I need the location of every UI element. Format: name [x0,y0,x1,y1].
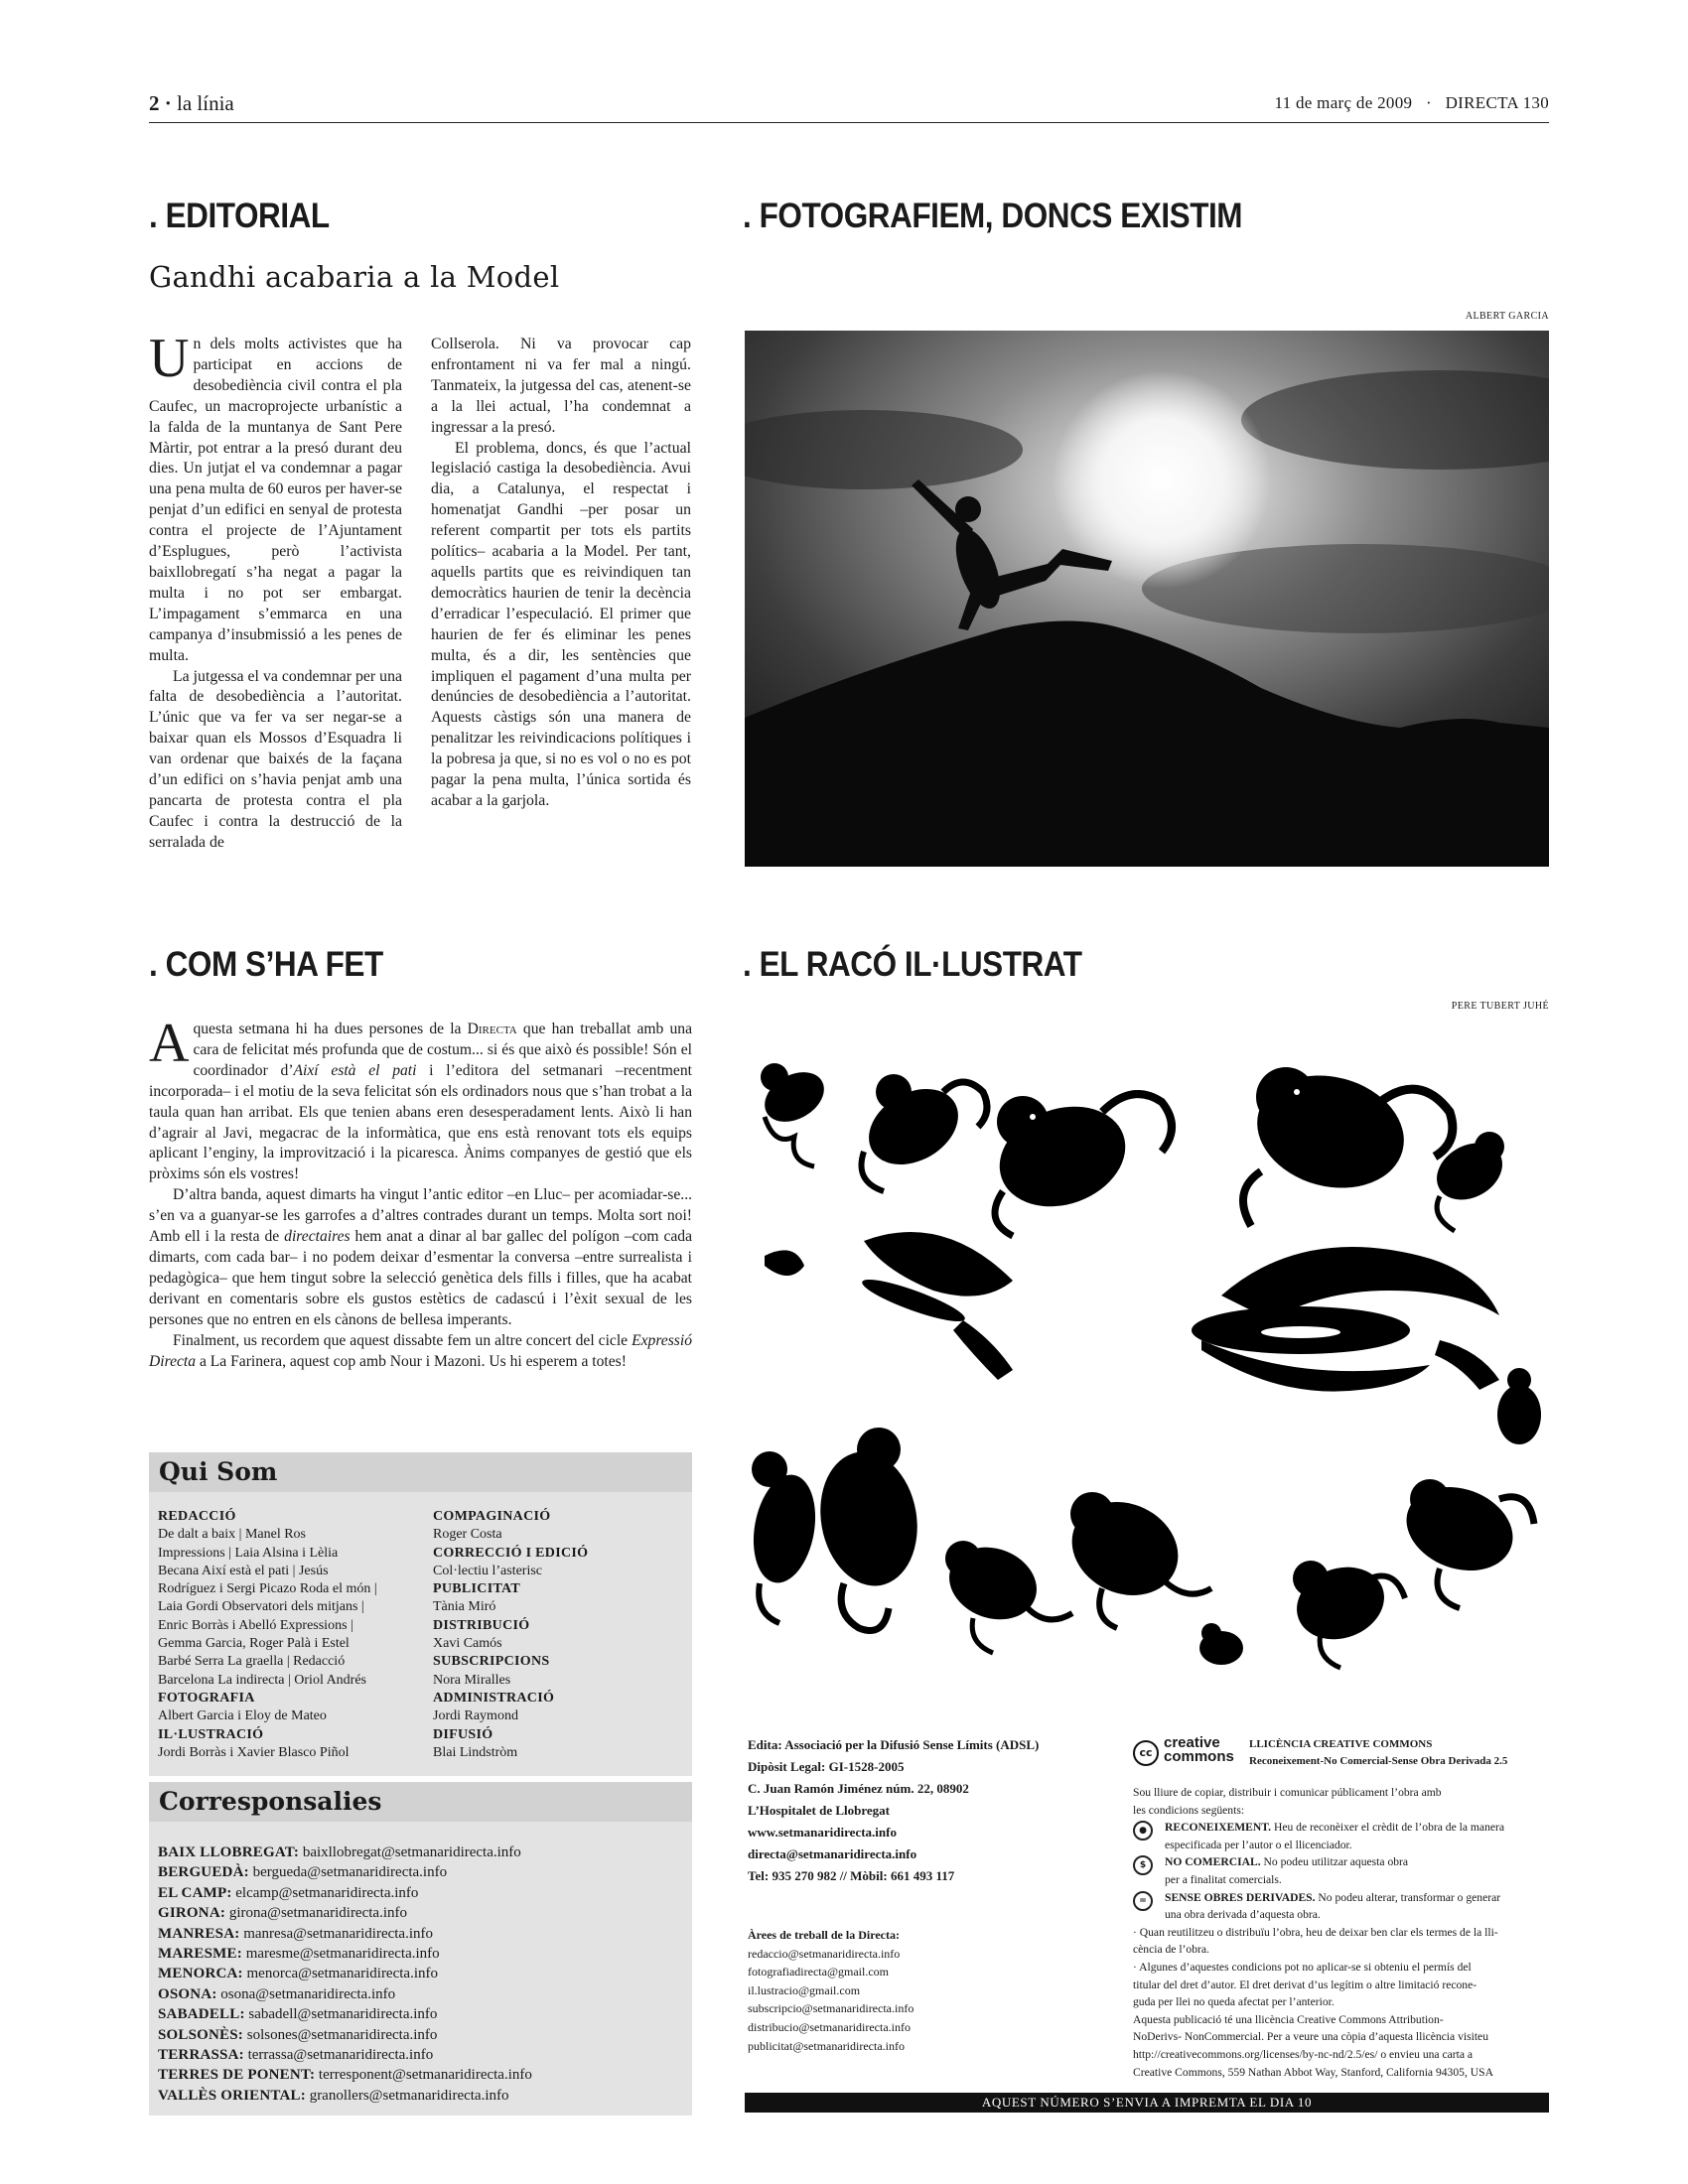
issue-dot: · [1425,93,1432,112]
text-run: Finalment, us recordem que aquest dissabte fem un altre concert del cicle [173,1331,633,1349]
license-note-line: Aquesta publicació té una llicència Creative Commons Attribution- [1133,2012,1444,2026]
condition-text: No podeu utilitzar aquesta obra [1260,1855,1409,1869]
page-header [149,89,1549,123]
staff-names: Nora Miralles [433,1672,511,1688]
staff-role-label: REDACCIÓ [158,1509,236,1524]
license-intro: Sou lliure de copiar, distribuir i comunicar públicament l’obra amb [1133,1786,1442,1799]
corresponsalia-row [158,2045,684,2065]
license-intro: les condicions següents: [1133,1803,1245,1817]
editorial-title: . EDITORIAL [149,197,330,235]
region-email-link[interactable]: granollers@setmanaridirecta.info [309,2087,509,2104]
license-note-line: http://creativecommons.org/licenses/by-nc-nd/2.5/es/ o envieu una carta a [1133,2047,1474,2061]
staff-column-left [158,1508,421,1762]
nc-icon: $ [1133,1855,1153,1875]
region-email-link[interactable]: baixllobregat@setmanaridirecta.info [302,1844,521,1860]
staff-names: Impressions | Laia Alsina i Lèlia [158,1545,339,1561]
region-label: TERRASSA: [158,2047,244,2064]
staff-names: Becana Així està el pati | Jesús [158,1563,329,1578]
staff-role-label: ADMINISTRACIÓ [433,1690,555,1706]
corresponsalia-row [158,2004,684,2024]
staff-names: Jordi Raymond [433,1708,518,1724]
license-subtitle: Reconeixement-No Comercial-Sense Obra Derivada 2.5 [1249,1755,1508,1767]
staff-column-right [433,1508,681,1762]
cc-logo [1133,1734,1234,1772]
staff-role-label: PUBLICITAT [433,1581,521,1597]
illustration-image [745,1023,1549,1683]
condition-text: Heu de reconèixer el crèdit de l’obra de la manera [1271,1821,1505,1835]
staff-names: Laia Gordi Observatori dels mitjans | [158,1599,364,1615]
staff-names: Gemma Garcia, Roger Palà i Estel [158,1636,350,1652]
raco-title: . EL RACÓ IL·LUSTRAT [743,945,1082,984]
page-number: 2 [149,91,160,115]
editorial-dropcap: U [149,328,190,389]
cc-logo-line2: commons [1164,1748,1234,1765]
areas-title: Àrees de treball de la Directa: [748,1928,900,1942]
corresponsalies-title: Corresponsalies [159,1787,382,1816]
editorial-paragraph: Collserola. Ni va provocar cap enfrontament ni va fer mal a ningú. Tanmateix, la jutgessa del cas, atenent-se a la llei actual, l’ha condemnat a ingressar a la presó. [431,336,691,436]
corresponsalia-row [158,1903,684,1923]
staff-role-label: SUBSCRIPCIONS [433,1654,550,1670]
region-label: TERRES DE PONENT: [158,2067,316,2084]
com-sha-fet-title: . COM S’HA FET [149,945,383,984]
staff-names: Jordi Borràs i Xavier Blasco Piñol [158,1744,350,1760]
corresponsalia-row [158,1964,684,1983]
area-email-link[interactable]: redaccio@setmanaridirecta.info [748,1946,901,1961]
region-email-link[interactable]: girona@setmanaridirecta.info [228,1905,407,1922]
qui-som-box [149,1452,692,1776]
region-label: BERGUEDÀ: [158,1864,249,1881]
publisher-line: Dipòsit Legal: GI-1528-2005 [748,1759,905,1774]
condition-text: No podeu alterar, transformar o generar [1315,1890,1501,1904]
directa-name: Directa [467,1021,517,1037]
illustration-credit: PERE TUBERT JUHÉ [1451,1001,1549,1012]
photo-silhouette [745,331,1549,867]
issue-date: 11 de març de 2009 [1274,93,1413,112]
text-run-italic: Expressió Directa [149,1331,692,1370]
region-email-link[interactable]: elcamp@setmanaridirecta.info [235,1884,419,1901]
corresponsalia-row [158,1944,684,1964]
qui-som-title: Qui Som [159,1457,278,1486]
license-note-line: · Quan reutilitzeu o distribuïu l’obra, heu de deixar ben clar els termes de la lli- [1133,1925,1498,1939]
text-run-italic: Així està el pati [293,1061,417,1079]
corresponsalia-row [158,1843,684,1862]
region-label: SABADELL: [158,2006,245,2023]
staff-names: Rodríguez i Sergi Picazo Roda el món | [158,1581,377,1597]
staff-names: Xavi Camós [433,1636,502,1652]
license-note-line: cència de l’obra. [1133,1943,1209,1957]
condition-text: una obra derivada d’aquesta obra. [1165,1908,1321,1922]
corresponsalia-row [158,1984,684,2004]
editorial-paragraph: n dels molts activistes que ha participat en accions de desobediència civil contra el pla Caufec, un macroprojecte urbanístic a la falda de la muntanya de Sant Pere Màrtir, pot entrar a la presó durant deu dies. Un jutjat el va condemnar a pagar una pena multa de 60 euros per haver-se penjat d’un edifici en senyal de protesta contra el projecte de l’Ajuntament d’Esplugues, però l’activista baixllobregatí s’ha negat a pagar la multa i no pot ser embargat. L’impagament s’emmarca en una campanya d’insubmissió a les penes de multa. [149,336,402,664]
license-title: LLICÈNCIA CREATIVE COMMONS [1249,1738,1433,1750]
editorial-column-1 [149,328,402,854]
staff-names: Enric Borràs i Abelló Expressions | [158,1617,353,1633]
text-run-italic: directaires [284,1228,351,1246]
staff-role-label: IL·LUSTRACIÓ [158,1726,264,1742]
publisher-line: Tel: 935 270 982 // Mòbil: 661 493 117 [748,1868,955,1883]
corresponsalia-row [158,2065,684,2085]
condition-label: RECONEIXEMENT. [1165,1821,1272,1835]
license-note-line: NoDerivs- NonCommercial. Per a veure una còpia d’aquesta llicència visiteu [1133,2030,1488,2044]
region-email-link[interactable]: osona@setmanaridirecta.info [220,1985,396,2002]
editorial-column-2 [431,335,691,812]
text-run: D’altra banda, aquest dimarts ha vingut l’antic editor –en Lluc– per acomiadar-se... s’en va a guanyar-se les garrofes a d’altres contrades durant un temps. Molta sort noi! Amb ell i la resta de [149,1186,692,1246]
condition-noncommercial [1133,1853,1550,1888]
condition-text: per a finalitat comercials. [1165,1872,1282,1886]
condition-label: NO COMERCIAL. [1165,1855,1261,1869]
corresponsalia-row [158,1924,684,1944]
publisher-line: directa@setmanaridirecta.info [748,1846,917,1861]
folio-separator: · [164,91,172,115]
region-label: BAIX LLOBREGAT: [158,1844,300,1860]
area-email-link[interactable]: fotografiadirecta@gmail.com [748,1965,889,1979]
region-email-link[interactable]: bergueda@setmanaridirecta.info [252,1864,448,1881]
staff-names: Barbé Serra La graella | Redacció [158,1654,346,1670]
region-email-link[interactable]: maresme@setmanaridirecta.info [245,1946,440,1963]
publisher-line: Edita: Associació per la Difusió Sense Límits (ADSL) [748,1737,1040,1752]
corresponsalia-row [158,1862,684,1882]
staff-names: Blai Lindstròm [433,1744,518,1760]
corresponsalia-row [158,2086,684,2106]
cc-logo-icon: cc [1133,1740,1159,1766]
staff-role-label: COMPAGINACIÓ [433,1509,551,1524]
publisher-line: C. Juan Ramón Jiménez núm. 22, 08902 [748,1781,969,1796]
region-label: MARESME: [158,1946,242,1963]
illustration-fetuses [745,1023,1549,1683]
page-folio [149,91,234,116]
publisher-line: L’Hospitalet de Llobregat [748,1803,891,1818]
by-icon: ● [1133,1821,1153,1841]
license-note-line: · Algunes d’aquestes condicions pot no aplicar-se si obteniu el permís del [1133,1960,1472,1974]
region-label: EL CAMP: [158,1884,232,1901]
editorial-paragraph: La jutgessa el va condemnar per una falta de desobediència a l’autoritat. L’únic que va fer va ser negar-se a baixar quan els Mossos d’Esquadra li van ordenar que baixés de la façana d’un edifici on s’havia penjat amb una pancarta de protesta contra el pla Caufec i contra la destrucció de la serralada de [149,667,402,851]
region-email-link[interactable]: terresponent@setmanaridirecta.info [318,2067,532,2084]
area-email-link[interactable]: subscripcio@setmanaridirecta.info [748,2001,914,2016]
staff-names: De dalt a baix | Manel Ros [158,1527,306,1543]
license-note-line: Creative Commons, 559 Nathan Abbot Way, Stanford, California 94305, USA [1133,2065,1493,2079]
cc-logo-line1: creative [1164,1734,1220,1751]
text-run: hem anat a dinar al bar gallec del polígon –com cada dimarts, com cada bar– i no podem deixar d’esmentar la conversa –entre surrealista i pedagògica– que hem tingut sobre la selecció genètica dels fills i filles, que ha acabat derivant en comentaris sobre els gustos estètics de cadascú i l’èxit sexual de les persones que no entren en els cànons de bellesa imperants. [149,1228,693,1328]
text-run: que han treballat amb una cara de felicitat més profunda que de costum... si és que això és possible! Són el coordinador d’ [193,1021,693,1079]
license-note-line: titular del dret d’autor. El dret derivat d’us legítim o altre limitació recone- [1133,1978,1477,1991]
staff-role-label: CORRECCIÓ I EDICIÓ [433,1545,589,1561]
area-email-link[interactable]: il.lustracio@gmail.com [748,1982,861,1997]
condition-text: especificada per l’autor o el llicenciador. [1165,1838,1352,1851]
com-sha-fet-body [149,1013,693,1372]
section-name: la línia [177,91,234,115]
photo-section-title: . FOTOGRAFIEM, DONCS EXISTIM [743,197,1243,235]
staff-names: Roger Costa [433,1527,502,1543]
region-label: MENORCA: [158,1966,243,1982]
region-label: GIRONA: [158,1905,226,1922]
photo-image [745,331,1549,867]
region-label: VALLÈS ORIENTAL: [158,2087,306,2104]
license-note-line: guda per llei no queda afectat per l’anterior. [1133,1995,1335,2009]
editorial-headline: Gandhi acabaria a la Model [149,260,560,294]
region-label: OSONA: [158,1985,217,2002]
com-sha-fet-dropcap: A [149,1013,190,1074]
region-email-link[interactable]: menorca@setmanaridirecta.info [246,1966,438,1982]
publisher-info [748,1734,1115,1887]
area-email-link[interactable]: distribucio@setmanaridirecta.info [748,2019,911,2034]
editorial-paragraph: El problema, doncs, és que l’actual legislació castiga la desobediència. Avui dia, a Catalunya, el respectat i homenatjat Gandhi –per posar un referent compartit per tots els partits polítics– acabaria a la Model. Per tant, aquells partits que es reivindiquen tan democràtics haurien de tenir la decència d’erradicar l’especulació. El primer que haurien de fer és eliminar les penes multa, és a dir, les sentències que impliquen el pagament d’una multa per denúncies de desobediència a l’autoritat. Aquests càstigs són una manera de penalitzar les reivindicacions polítiques i la pobresa ja que, si no es vol o no es pot pagar la pena multa, l’única sortida és acabar a la garjola. [431,439,691,809]
corresponsalia-row [158,2025,684,2045]
text-run: i l’editora del setmanari –recentment incorporada– i el motiu de la seva felicitat són els ordinadors nous que s’han trobat a la taula quan han arribat. Els que tenien abans eren desesperadament lents. Això li han d’agrair al Javi, megacrac de la informàtica, que ens està renovant tots els equips aplicant l’enginy, la improvització i la picaresca. Ànims companyes de gestió que els pròxims són els vostres! [149,1061,692,1183]
staff-names: Tània Miró [433,1599,496,1615]
work-areas [748,1926,1115,2055]
issue-info [1274,93,1549,113]
region-label: MANRESA: [158,1925,240,1942]
corresponsalies-box [149,1782,692,2116]
staff-role-label: FOTOGRAFIA [158,1690,255,1706]
license-text [1133,1784,1550,2081]
condition-noderivs [1133,1889,1550,1924]
region-email-link[interactable]: sabadell@setmanaridirecta.info [248,2006,438,2023]
staff-names: Albert Garcia i Eloy de Mateo [158,1708,327,1724]
staff-names: Barcelona La indirecta | Oriol Andrés [158,1672,366,1688]
publisher-line: www.setmanaridirecta.info [748,1825,897,1840]
issue-number: DIRECTA 130 [1445,93,1549,112]
staff-names: Col·lectiu l’asterisc [433,1563,543,1578]
corresponsalia-row [158,1883,684,1903]
staff-role-label: DIFUSIÓ [433,1726,493,1742]
staff-role-label: DISTRIBUCIÓ [433,1617,530,1633]
condition-label: SENSE OBRES DERIVADES. [1165,1890,1316,1904]
corresponsalies-list [158,1843,684,2106]
region-email-link[interactable]: terrassa@setmanaridirecta.info [247,2047,434,2064]
nd-icon: = [1133,1891,1153,1911]
region-email-link[interactable]: manresa@setmanaridirecta.info [243,1925,433,1942]
photo-credit: ALBERT GARCIA [1465,311,1549,322]
region-email-link[interactable]: solsones@setmanaridirecta.info [246,2026,438,2043]
region-label: SOLSONÈS: [158,2026,243,2043]
text-run: a La Farinera, aquest cop amb Nour i Mazoni. Us hi esperem a totes! [196,1352,627,1370]
condition-attribution [1133,1819,1550,1853]
text-run: questa setmana hi ha dues persones de la [193,1021,468,1037]
area-email-link[interactable]: publicitat@setmanaridirecta.info [748,2038,905,2053]
print-date-bar: AQUEST NÚMERO S’ENVIA A IMPREMTA EL DIA 10 [745,2093,1549,2113]
